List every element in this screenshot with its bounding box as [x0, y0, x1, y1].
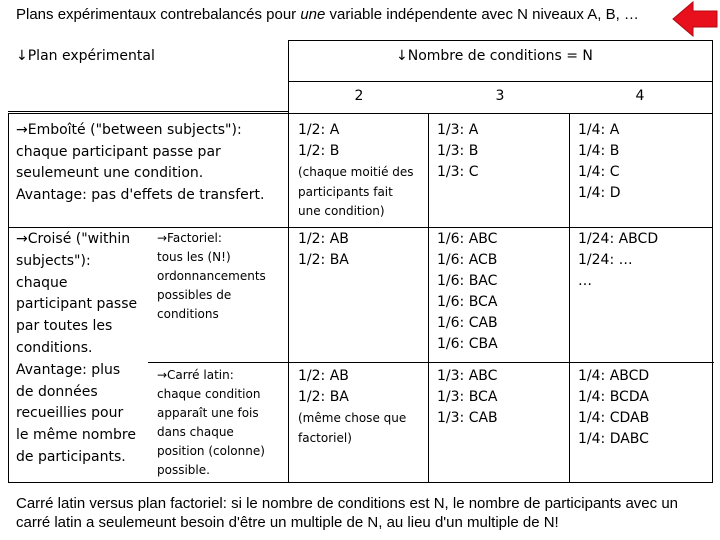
- latin-cond-4: 1/4: ABCD 1/4: BCDA 1/4: CDAB 1/4: DABC: [578, 368, 650, 447]
- latin-cond-2: 1/2: AB 1/2: BA: [298, 368, 349, 405]
- footer-note: Carré latin versus plan factoriel: si le nombre de conditions est N, le nombre de participants avec un carré latin a seulemeunt besoin d'être un multiple de N, au lieu d'un multiple de N!: [16, 495, 678, 531]
- col-divider-3: [569, 113, 570, 483]
- factorial-cond-4: 1/24: ABCD 1/24: … …: [578, 231, 659, 289]
- col-divider-2: [428, 113, 429, 483]
- factorial-cond-2: 1/2: AB 1/2: BA: [298, 231, 349, 268]
- nested-cond-2: 1/2: A 1/2: B: [298, 122, 340, 159]
- latin-label: →Carré latin: chaque condition apparaît une fois dans chaque position (colonne) possible.: [157, 368, 265, 477]
- subplan-divider: [148, 362, 714, 363]
- column-header-4: 4: [635, 88, 645, 104]
- nested-label: →Emboîté ("between subjects"): chaque participant passe par seulemeunt une condition. Avantage: pas d'effets de transfert.: [16, 122, 265, 203]
- plan-label: ↓Plan expérimental: [16, 48, 155, 64]
- column-header-2: 2: [354, 88, 364, 104]
- factorial-label: →Factoriel: tous les (N!) ordonnancements possibles de conditions: [157, 231, 266, 321]
- column-header-3: 3: [495, 88, 505, 104]
- crossed-label: →Croisé ("within subjects"): chaque participant passe par toutes les conditions. Avantage: plus de données recueillies pour le même nombre de participants.: [16, 231, 138, 465]
- left-arrow-icon[interactable]: [671, 0, 719, 38]
- page-title: Plans expérimentaux contrebalancés pour une variable indépendente avec N niveaux A, B, …: [16, 6, 639, 23]
- latin-cond-2-note: (même chose que factoriel): [298, 411, 407, 445]
- nested-cond-4: 1/4: A 1/4: B 1/4: C 1/4: D: [578, 122, 621, 201]
- conditions-label: ↓Nombre de conditions = N: [396, 48, 593, 64]
- factorial-cond-3: 1/6: ABC 1/6: ACB 1/6: BAC 1/6: BCA 1/6: CAB 1/6: CBA: [437, 231, 498, 352]
- nested-cond-2-note: (chaque moitié des participants fait une condition): [298, 165, 414, 218]
- title-emphasis: une: [300, 6, 326, 23]
- nested-cond-3: 1/3: A 1/3: B 1/3: C: [437, 122, 479, 180]
- col-divider-1: [288, 113, 289, 483]
- latin-cond-3: 1/3: ABC 1/3: BCA 1/3: CAB: [437, 368, 498, 426]
